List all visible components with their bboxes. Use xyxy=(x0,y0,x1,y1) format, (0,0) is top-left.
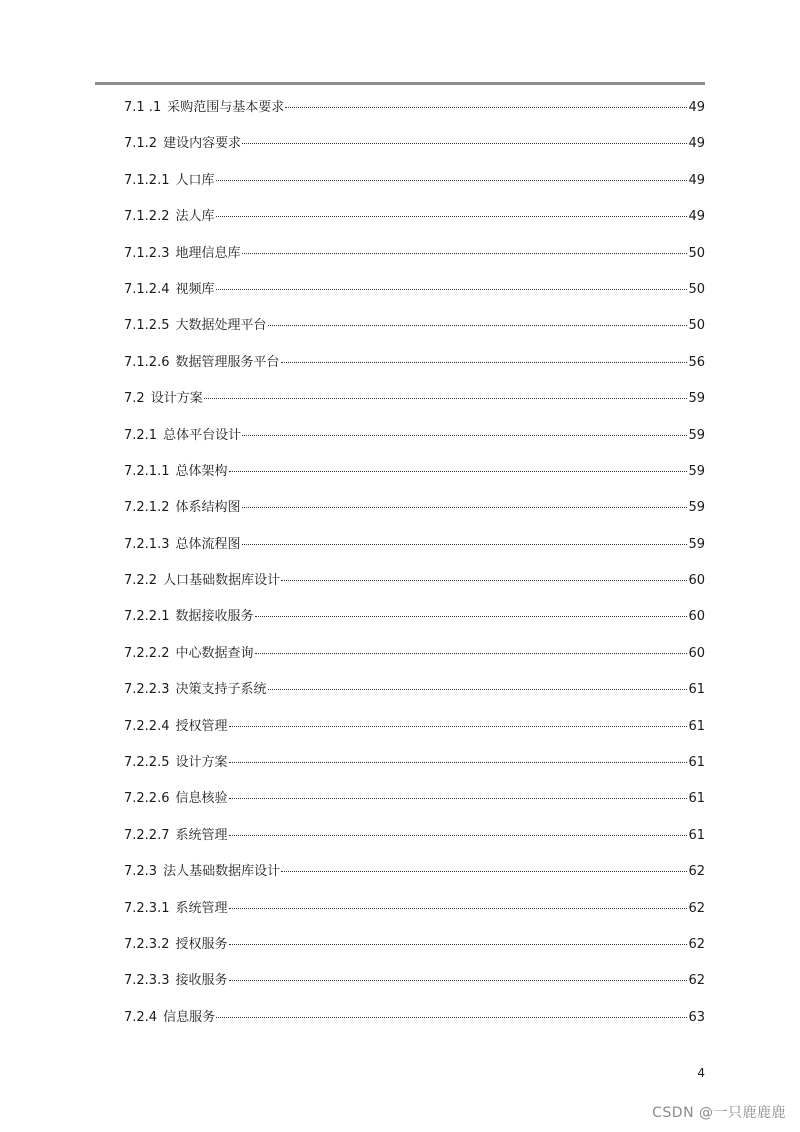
toc-dot-leader xyxy=(242,253,688,254)
toc-dot-leader xyxy=(268,689,688,690)
toc-dot-leader xyxy=(229,726,688,727)
toc-entry-number: 7.2.2.5 xyxy=(124,755,170,771)
toc-entry-title: 采购范围与基本要求 xyxy=(167,100,285,115)
toc-entry-title: 中心数据查询 xyxy=(175,645,254,661)
toc-dot-leader xyxy=(281,362,688,363)
toc-entry[interactable] xyxy=(124,96,705,132)
toc-entry-page: 61 xyxy=(688,755,705,771)
toc-entry-page: 60 xyxy=(688,609,705,625)
toc-entry-title: 总体架构 xyxy=(175,463,228,479)
toc-entry[interactable] xyxy=(124,605,705,641)
toc-entry-page: 59 xyxy=(688,500,705,516)
toc-entry-page: 63 xyxy=(688,1009,705,1025)
toc-entry-number: 7.2.2 xyxy=(124,573,158,589)
toc-entry-number: 7.2.3.3 xyxy=(124,973,170,989)
toc-entry-page: 59 xyxy=(688,427,705,443)
toc-entry-title: 总体平台设计 xyxy=(163,427,242,443)
toc-entry-title: 建设内容要求 xyxy=(163,136,242,152)
toc-entry-number: 7.1.2 xyxy=(124,136,158,152)
toc-entry-title: 地理信息库 xyxy=(175,245,241,261)
toc-entry-title: 体系结构图 xyxy=(175,500,241,516)
toc-entry-number: 7.2.2.2 xyxy=(124,645,170,661)
toc-entry-page: 62 xyxy=(688,973,705,989)
toc-dot-leader xyxy=(216,1017,687,1018)
toc-dot-leader xyxy=(229,471,688,472)
toc-entry-number: 7.1.2.2 xyxy=(124,209,170,225)
toc-entry-number: 7.1 .1 xyxy=(124,100,162,115)
toc-entry[interactable] xyxy=(124,642,705,678)
toc-entry[interactable] xyxy=(124,278,705,314)
toc-dot-leader xyxy=(229,762,688,763)
toc-entry-page: 60 xyxy=(688,573,705,589)
toc-entry-title: 法人基础数据库设计 xyxy=(163,864,281,880)
toc-entry[interactable] xyxy=(124,897,705,933)
toc-dot-leader xyxy=(281,871,687,872)
toc-entry[interactable] xyxy=(124,969,705,1005)
toc-dot-leader xyxy=(229,944,688,945)
toc-entry-title: 设计方案 xyxy=(150,391,203,407)
toc-entry-page: 61 xyxy=(688,682,705,698)
toc-entry[interactable] xyxy=(124,314,705,350)
toc-entry-page: 50 xyxy=(688,281,705,297)
toc-entry-number: 7.2.2.3 xyxy=(124,682,170,698)
toc-dot-leader xyxy=(281,580,687,581)
toc-entry-title: 数据接收服务 xyxy=(175,609,254,625)
page-number: 4 xyxy=(697,1066,705,1080)
toc-entry-title: 接收服务 xyxy=(175,973,228,989)
toc-entry[interactable] xyxy=(124,787,705,823)
toc-entry[interactable] xyxy=(124,496,705,532)
toc-entry[interactable] xyxy=(124,715,705,751)
toc-entry-page: 62 xyxy=(688,900,705,916)
toc-dot-leader xyxy=(229,798,688,799)
toc-entry[interactable] xyxy=(124,387,705,423)
toc-entry-page: 49 xyxy=(688,136,705,152)
toc-entry-page: 50 xyxy=(688,245,705,261)
toc-entry[interactable] xyxy=(124,242,705,278)
toc-dot-leader xyxy=(229,980,688,981)
toc-entry-title: 信息服务 xyxy=(163,1009,216,1025)
toc-entry-title: 授权管理 xyxy=(175,718,228,734)
toc-entry[interactable] xyxy=(124,824,705,860)
toc-dot-leader xyxy=(242,507,688,508)
toc-entry-number: 7.2.4 xyxy=(124,1009,158,1025)
toc-entry-title: 设计方案 xyxy=(175,755,228,771)
toc-entry-number: 7.2.2.7 xyxy=(124,827,170,843)
toc-entry[interactable] xyxy=(124,460,705,496)
toc-entry-title: 数据管理服务平台 xyxy=(175,354,280,370)
toc-entry[interactable] xyxy=(124,205,705,241)
toc-entry-title: 系统管理 xyxy=(175,900,228,916)
toc-dot-leader xyxy=(255,616,688,617)
toc-entry-page: 61 xyxy=(688,791,705,807)
toc-entry-number: 7.2.2.6 xyxy=(124,791,170,807)
toc-entry-title: 信息核验 xyxy=(175,791,228,807)
toc-entry-page: 59 xyxy=(688,391,705,407)
toc-dot-leader xyxy=(216,216,688,217)
toc-entry-title: 授权服务 xyxy=(175,936,228,952)
toc-dot-leader xyxy=(285,107,687,108)
toc-entry-page: 62 xyxy=(688,936,705,952)
toc-entry-number: 7.2 xyxy=(124,391,145,407)
toc-dot-leader xyxy=(255,653,688,654)
toc-entry[interactable] xyxy=(124,678,705,714)
toc-entry-number: 7.1.2.5 xyxy=(124,318,170,334)
toc-entry[interactable] xyxy=(124,169,705,205)
toc-dot-leader xyxy=(204,398,688,399)
toc-entry-title: 系统管理 xyxy=(175,827,228,843)
toc-entry[interactable] xyxy=(124,132,705,168)
toc-entry-number: 7.2.2.4 xyxy=(124,718,170,734)
toc-dot-leader xyxy=(242,544,688,545)
toc-dot-leader xyxy=(216,180,688,181)
toc-entry-page: 49 xyxy=(688,209,705,225)
toc-entry-title: 视频库 xyxy=(175,281,215,297)
toc-entry-title: 人口基础数据库设计 xyxy=(163,573,281,589)
toc-entry-page: 49 xyxy=(688,172,705,188)
toc-entry-number: 7.2.1.1 xyxy=(124,463,170,479)
toc-entry-number: 7.2.3.2 xyxy=(124,936,170,952)
toc-entry-title: 大数据处理平台 xyxy=(175,318,267,334)
toc-entry-number: 7.2.1.2 xyxy=(124,500,170,516)
toc-entry-number: 7.1.2.1 xyxy=(124,172,170,188)
toc-entry-page: 62 xyxy=(688,864,705,880)
toc-entry-number: 7.1.2.3 xyxy=(124,245,170,261)
toc-entry[interactable] xyxy=(124,1006,705,1042)
toc-dot-leader xyxy=(216,289,688,290)
toc-entry-number: 7.1.2.4 xyxy=(124,281,170,297)
toc-entry-title: 总体流程图 xyxy=(175,536,241,552)
toc-entry-page: 59 xyxy=(688,536,705,552)
toc-entry[interactable] xyxy=(124,933,705,969)
toc-dot-leader xyxy=(242,143,687,144)
toc-entry-page: 61 xyxy=(688,718,705,734)
toc-dot-leader xyxy=(242,435,687,436)
watermark: CSDN @一只鹿鹿鹿 xyxy=(652,1105,786,1121)
toc-entry[interactable] xyxy=(124,424,705,460)
table-of-contents xyxy=(124,96,705,1042)
toc-entry-page: 49 xyxy=(688,100,705,115)
toc-entry-number: 7.2.1 xyxy=(124,427,158,443)
toc-dot-leader xyxy=(229,908,688,909)
toc-dot-leader xyxy=(268,325,688,326)
toc-entry-number: 7.2.3.1 xyxy=(124,900,170,916)
toc-entry-number: 7.1.2.6 xyxy=(124,354,170,370)
toc-entry-page: 59 xyxy=(688,463,705,479)
toc-entry-title: 法人库 xyxy=(175,209,215,225)
toc-entry[interactable] xyxy=(124,751,705,787)
toc-entry-page: 56 xyxy=(688,354,705,370)
toc-entry-title: 人口库 xyxy=(175,172,215,188)
toc-entry-number: 7.2.2.1 xyxy=(124,609,170,625)
toc-entry[interactable] xyxy=(124,569,705,605)
toc-entry[interactable] xyxy=(124,351,705,387)
toc-dot-leader xyxy=(229,835,688,836)
toc-entry-page: 50 xyxy=(688,318,705,334)
toc-entry[interactable] xyxy=(124,860,705,896)
toc-entry-page: 60 xyxy=(688,645,705,661)
toc-entry-title: 决策支持子系统 xyxy=(175,682,267,698)
toc-entry[interactable] xyxy=(124,533,705,569)
toc-entry-number: 7.2.3 xyxy=(124,864,158,880)
toc-entry-number: 7.2.1.3 xyxy=(124,536,170,552)
header-rule xyxy=(95,82,705,85)
toc-entry-page: 61 xyxy=(688,827,705,843)
